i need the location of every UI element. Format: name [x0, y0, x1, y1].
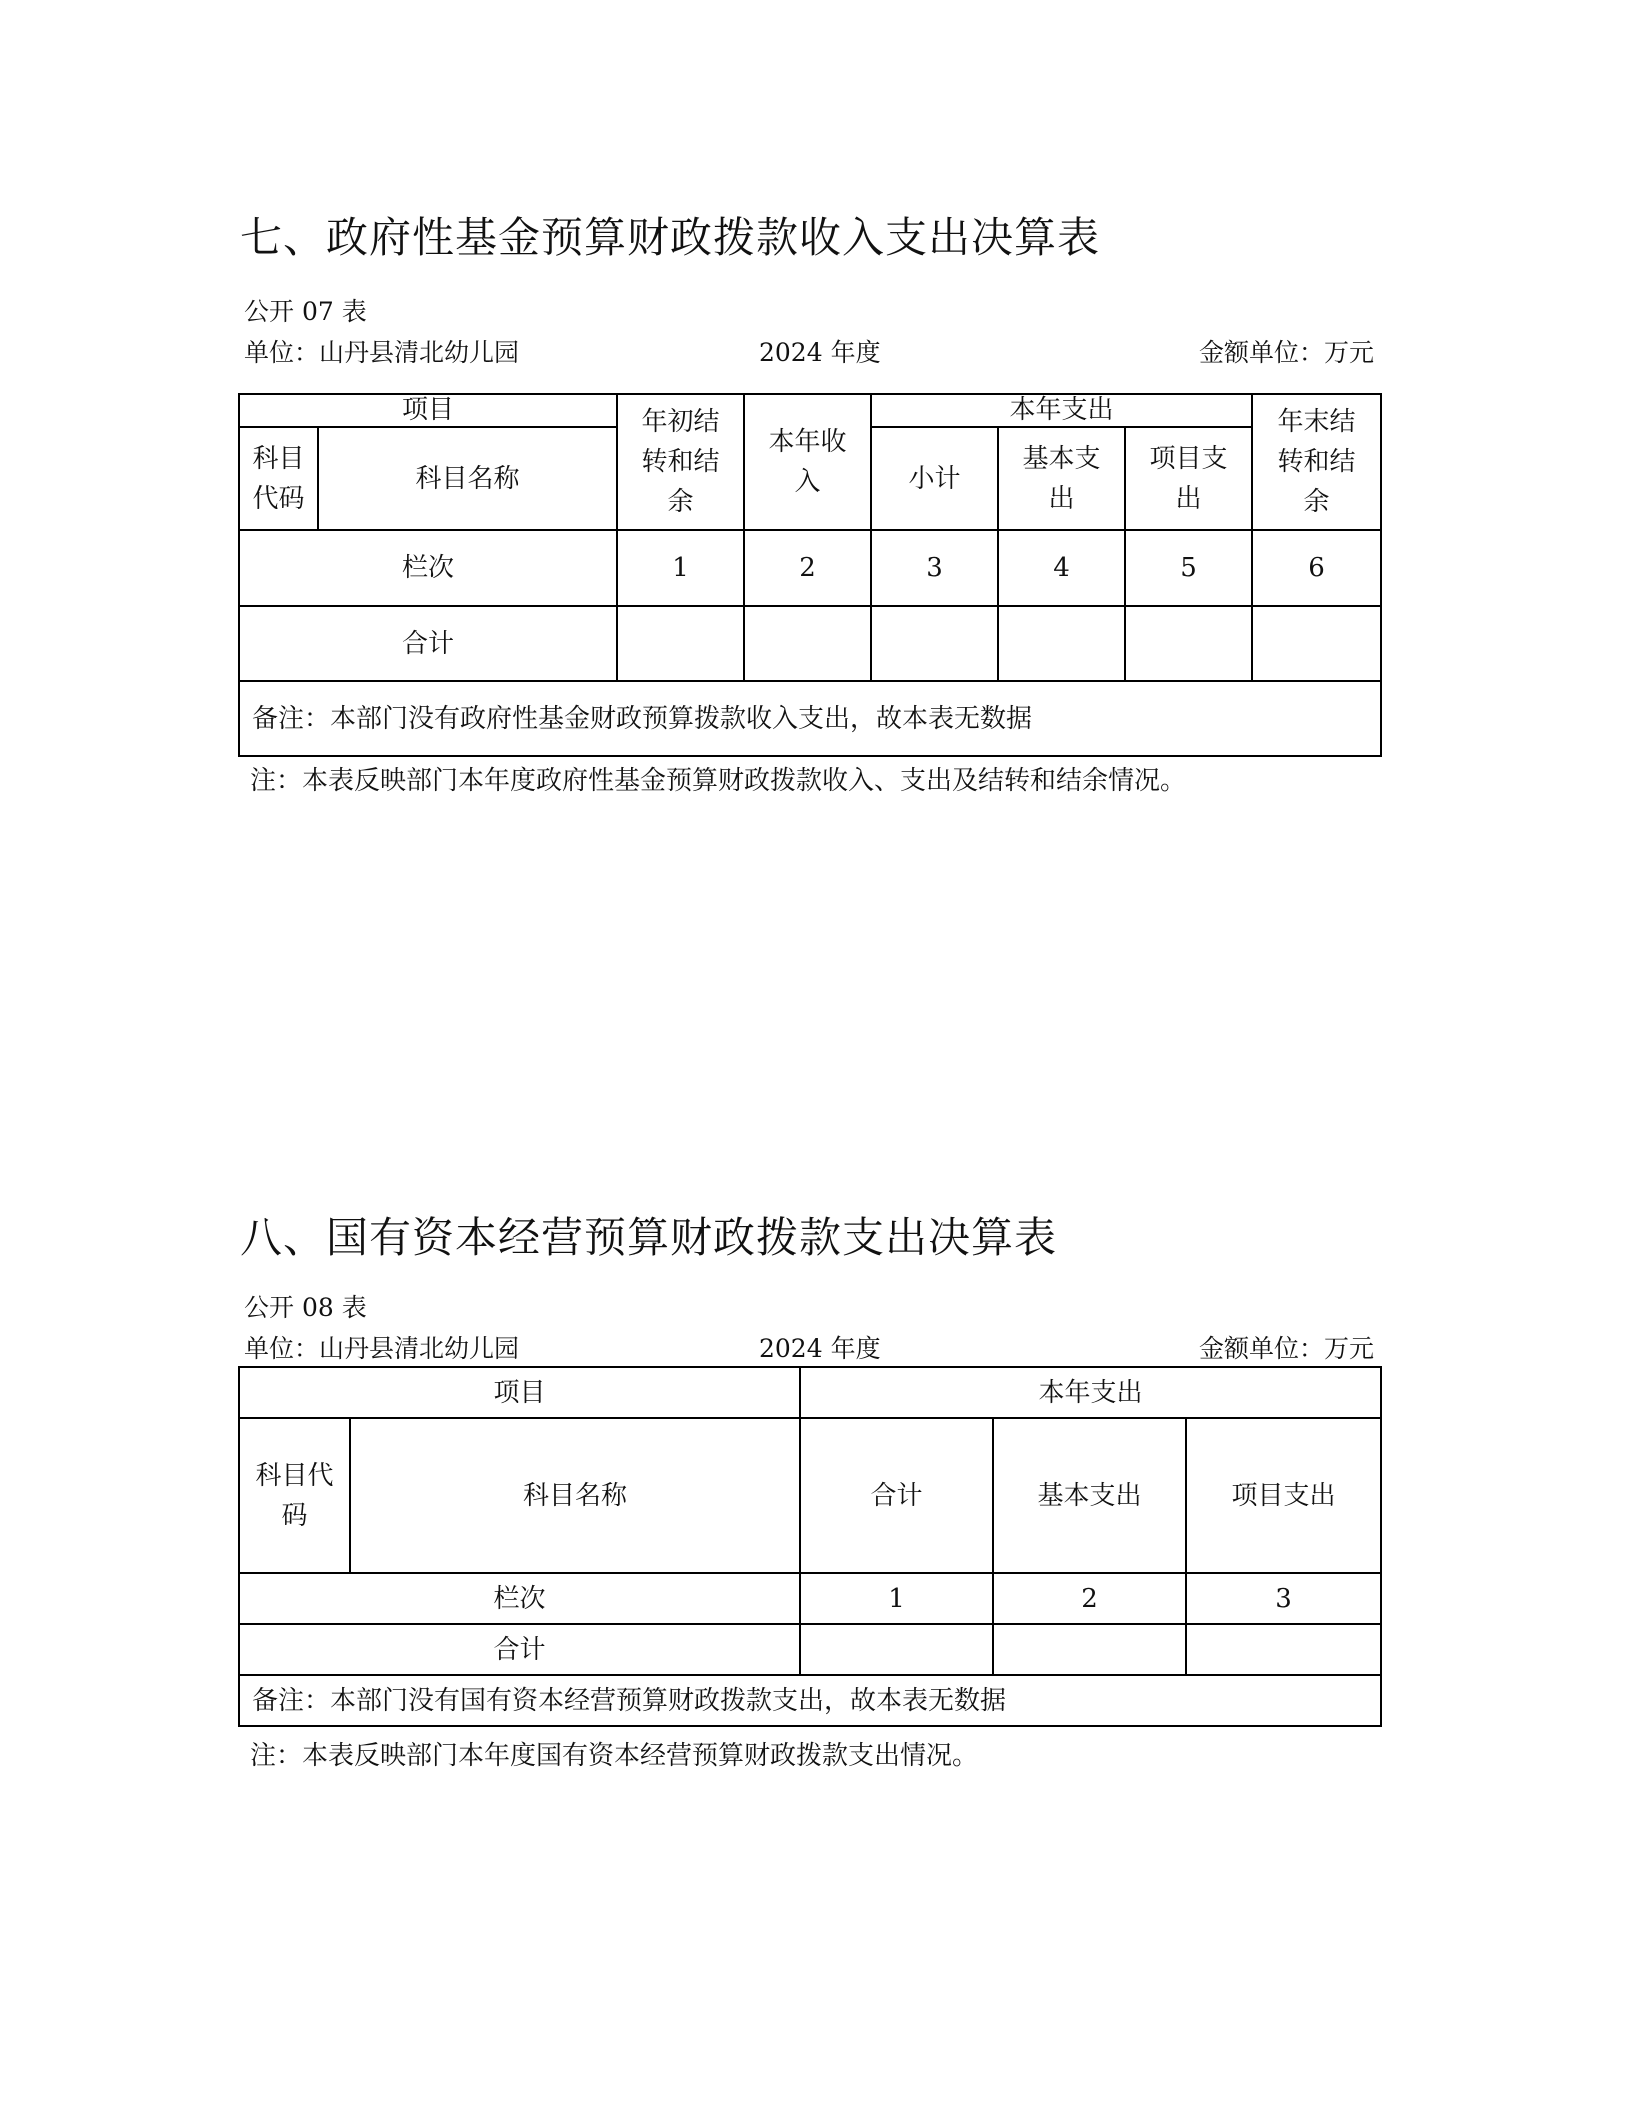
- section7-form-no: 公开 07 表: [244, 297, 367, 326]
- section8-title: 八、国有资本经营预算财政拨款支出决算表: [240, 1213, 1058, 1262]
- total-label: 合计: [239, 606, 617, 681]
- total-cell: [1125, 606, 1252, 681]
- section7-amount-unit: 金额单位：万元: [1198, 338, 1374, 367]
- header-expense: 本年支出: [871, 394, 1252, 427]
- section8-year: 2024 年度: [759, 1334, 881, 1363]
- section8-footnote: 注：本表反映部门本年度国有资本经营预算财政拨款支出情况。: [250, 1741, 979, 1771]
- section8-unit: 单位：山丹县清北幼儿园: [244, 1334, 520, 1363]
- col-number: 1: [617, 530, 744, 606]
- col-number: 2: [993, 1573, 1186, 1624]
- header-end-balance: 年末结 转和结 余: [1252, 394, 1381, 530]
- section7-unit: 单位：山丹县清北幼儿园: [244, 338, 520, 367]
- header-code: 科目 代码: [239, 427, 318, 530]
- total-cell: [871, 606, 998, 681]
- total-cell: [993, 1624, 1186, 1675]
- header-total: 合计: [800, 1418, 993, 1573]
- section7-remark: 备注：本部门没有政府性基金财政预算拨款收入支出，故本表无数据: [239, 681, 1381, 756]
- total-cell: [617, 606, 744, 681]
- header-basic: 基本支出: [993, 1418, 1186, 1573]
- col-number: 4: [998, 530, 1125, 606]
- total-cell: [1252, 606, 1381, 681]
- total-cell: [800, 1624, 993, 1675]
- header-subtotal: 小计: [871, 427, 998, 530]
- section7-table: [238, 393, 1382, 757]
- col-number: 5: [1125, 530, 1252, 606]
- section8-table: [238, 1366, 1382, 1727]
- header-income: 本年收 入: [744, 394, 871, 530]
- header-code: 科目代 码: [239, 1418, 350, 1573]
- col-number: 3: [1186, 1573, 1381, 1624]
- header-begin-balance: 年初结 转和结 余: [617, 394, 744, 530]
- header-project: 项目支 出: [1125, 427, 1252, 530]
- section8-form-no: 公开 08 表: [244, 1293, 367, 1322]
- section8-amount-unit: 金额单位：万元: [1198, 1334, 1374, 1363]
- section8-remark: 备注：本部门没有国有资本经营预算财政拨款支出，故本表无数据: [239, 1675, 1381, 1726]
- header-name: 科目名称: [350, 1418, 800, 1573]
- header-basic: 基本支 出: [998, 427, 1125, 530]
- header-item: 项目: [239, 394, 617, 427]
- section7-footnote: 注：本表反映部门本年度政府性基金预算财政拨款收入、支出及结转和结余情况。: [250, 766, 1187, 796]
- header-expense: 本年支出: [800, 1367, 1381, 1418]
- total-cell: [744, 606, 871, 681]
- total-label: 合计: [239, 1624, 800, 1675]
- col-row-label: 栏次: [239, 1573, 800, 1624]
- header-name: 科目名称: [318, 427, 617, 530]
- section7-year: 2024 年度: [759, 338, 881, 367]
- total-cell: [998, 606, 1125, 681]
- col-number: 3: [871, 530, 998, 606]
- total-cell: [1186, 1624, 1381, 1675]
- section7-title: 七、政府性基金预算财政拨款收入支出决算表: [240, 213, 1101, 262]
- col-number: 6: [1252, 530, 1381, 606]
- col-number: 2: [744, 530, 871, 606]
- col-row-label: 栏次: [239, 530, 617, 606]
- col-number: 1: [800, 1573, 993, 1624]
- header-project: 项目支出: [1186, 1418, 1381, 1573]
- header-item: 项目: [239, 1367, 800, 1418]
